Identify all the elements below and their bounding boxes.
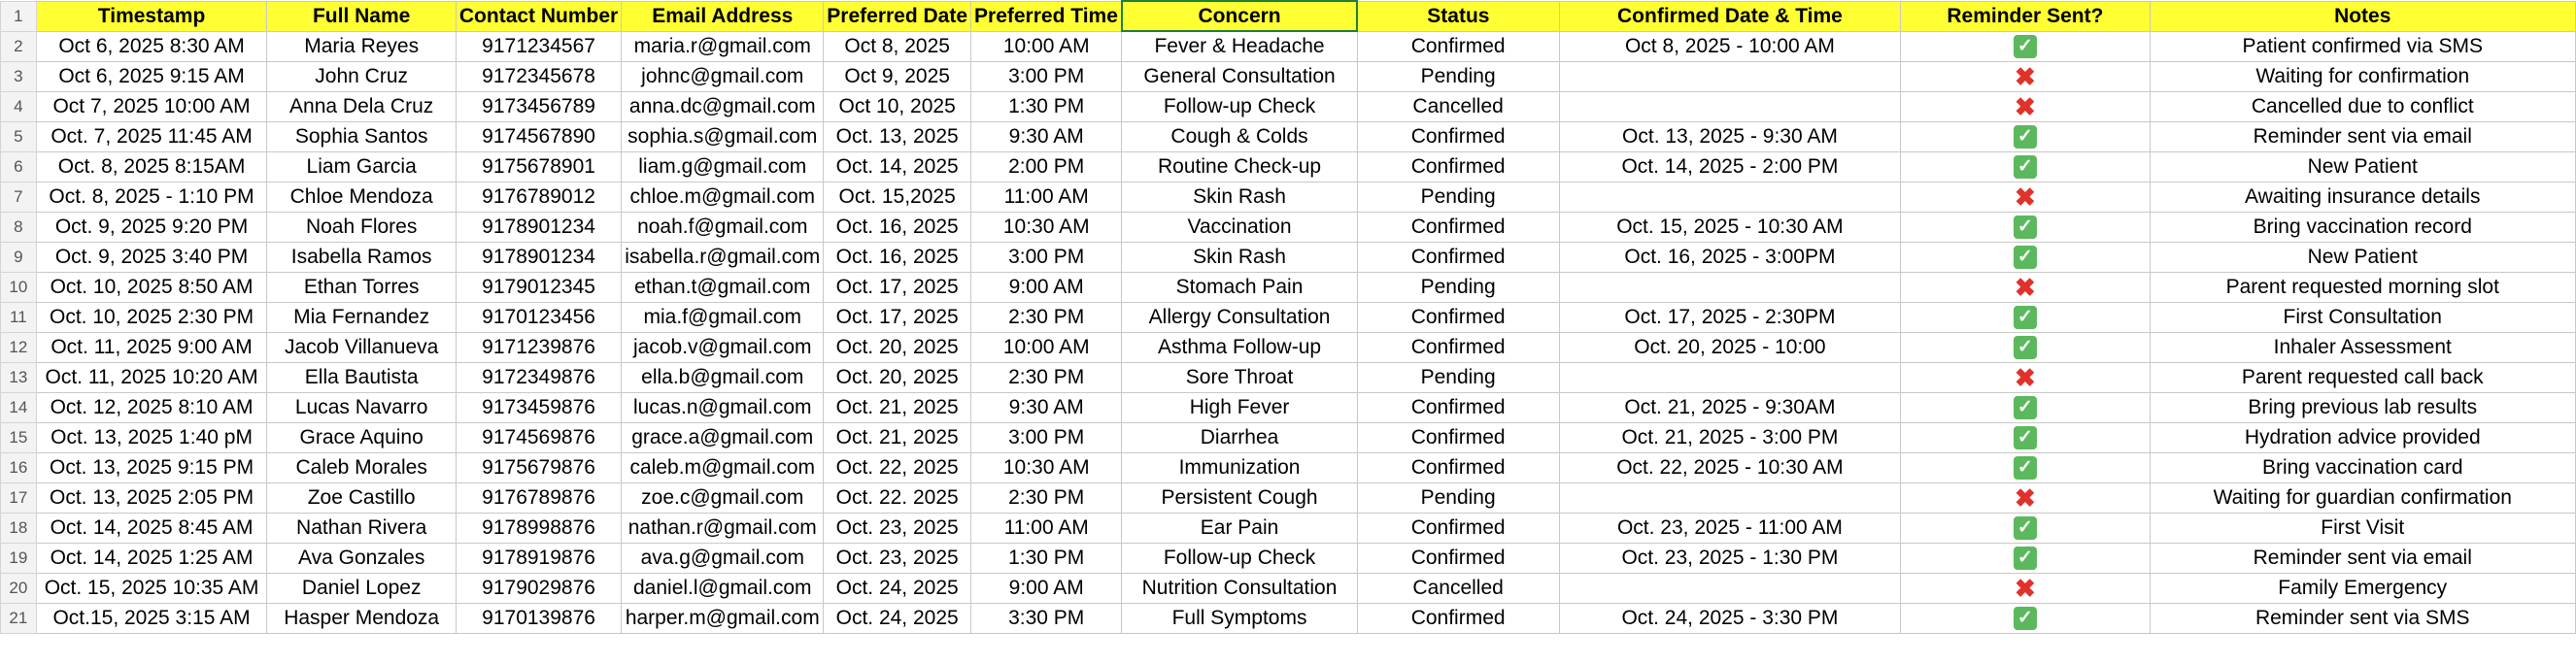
- cell-reminder-sent[interactable]: [1901, 212, 2150, 242]
- check-icon: ✓: [2014, 516, 2037, 540]
- cell-preferred-time[interactable]: 9:30 AM: [971, 392, 1122, 422]
- check-icon: ✓: [2014, 246, 2037, 269]
- cell-contact-number[interactable]: 9178919876: [456, 543, 621, 573]
- row-number[interactable]: 5: [1, 121, 37, 151]
- cell-confirmed-date-time[interactable]: [1559, 362, 1901, 392]
- header-status[interactable]: Status: [1357, 1, 1559, 31]
- row-number[interactable]: 8: [1, 212, 37, 242]
- check-icon: ✓: [2014, 35, 2037, 58]
- cell-status[interactable]: Confirmed: [1357, 543, 1559, 573]
- cell-reminder-sent[interactable]: [1901, 61, 2150, 91]
- cell-confirmed-date-time[interactable]: Oct. 14, 2025 - 2:00 PM: [1559, 151, 1901, 182]
- cell-contact-number[interactable]: 9173456789: [456, 91, 621, 121]
- cell-reminder-sent[interactable]: [1901, 513, 2150, 543]
- header-contact-number[interactable]: Contact Number: [456, 1, 621, 31]
- cell-full-name[interactable]: Daniel Lopez: [267, 573, 456, 603]
- row-number[interactable]: 21: [1, 603, 37, 633]
- table-row: [1, 422, 2576, 452]
- cell-reminder-sent[interactable]: [1901, 151, 2150, 182]
- cell-status[interactable]: Pending: [1357, 482, 1559, 513]
- cell-notes[interactable]: Parent requested call back: [2150, 362, 2576, 392]
- cell-timestamp[interactable]: Oct. 13, 2025 1:40 pM: [36, 422, 267, 452]
- row-number[interactable]: 14: [1, 392, 37, 422]
- cell-reminder-sent[interactable]: [1901, 332, 2150, 362]
- cell-preferred-date[interactable]: Oct. 15,2025: [824, 182, 971, 212]
- cell-confirmed-date-time[interactable]: Oct. 17, 2025 - 2:30PM: [1559, 302, 1901, 332]
- table-row: [1, 182, 2576, 212]
- row-number[interactable]: 2: [1, 31, 37, 61]
- cross-icon: ✖: [2015, 91, 2036, 121]
- cell-status[interactable]: Confirmed: [1357, 332, 1559, 362]
- cell-confirmed-date-time[interactable]: [1559, 272, 1901, 302]
- cell-email-address[interactable]: grace.a@gmail.com: [622, 422, 824, 452]
- cell-preferred-time[interactable]: 10:00 AM: [971, 31, 1122, 61]
- cell-contact-number[interactable]: 9174569876: [456, 422, 621, 452]
- check-icon: ✓: [2014, 306, 2037, 329]
- cell-contact-number[interactable]: 9170123456: [456, 302, 621, 332]
- cell-notes[interactable]: Parent requested morning slot: [2150, 272, 2576, 302]
- cell-preferred-date[interactable]: Oct. 16, 2025: [824, 242, 971, 272]
- cell-contact-number[interactable]: 9178901234: [456, 212, 621, 242]
- cell-concern[interactable]: Follow-up Check: [1122, 543, 1357, 573]
- cell-timestamp[interactable]: Oct. 14, 2025 8:45 AM: [36, 513, 267, 543]
- cell-contact-number[interactable]: 9179012345: [456, 272, 621, 302]
- cell-preferred-date[interactable]: Oct. 20, 2025: [824, 332, 971, 362]
- table-body: [1, 31, 2576, 633]
- header-timestamp[interactable]: Timestamp: [36, 1, 267, 31]
- cell-contact-number[interactable]: 9174567890: [456, 121, 621, 151]
- cell-preferred-date[interactable]: Oct. 13, 2025: [824, 121, 971, 151]
- cell-full-name[interactable]: Zoe Castillo: [267, 482, 456, 513]
- cell-contact-number[interactable]: 9176789012: [456, 182, 621, 212]
- cell-preferred-time[interactable]: 10:00 AM: [971, 332, 1122, 362]
- cell-confirmed-date-time[interactable]: Oct. 22, 2025 - 10:30 AM: [1559, 452, 1901, 482]
- cell-preferred-time[interactable]: 1:30 PM: [971, 91, 1122, 121]
- cell-concern[interactable]: General Consultation: [1122, 61, 1357, 91]
- cell-contact-number[interactable]: 9178998876: [456, 513, 621, 543]
- cell-email-address[interactable]: zoe.c@gmail.com: [622, 482, 824, 513]
- cell-email-address[interactable]: noah.f@gmail.com: [622, 212, 824, 242]
- row-number[interactable]: 9: [1, 242, 37, 272]
- cell-contact-number[interactable]: 9170139876: [456, 603, 621, 633]
- header-preferred-time[interactable]: Preferred Time: [971, 1, 1122, 31]
- cell-concern[interactable]: Full Symptoms: [1122, 603, 1357, 633]
- cell-reminder-sent[interactable]: [1901, 272, 2150, 302]
- cell-confirmed-date-time[interactable]: Oct. 15, 2025 - 10:30 AM: [1559, 212, 1901, 242]
- cell-contact-number[interactable]: 9172345678: [456, 61, 621, 91]
- cell-status[interactable]: Confirmed: [1357, 603, 1559, 633]
- cell-notes[interactable]: Patient confirmed via SMS: [2150, 31, 2576, 61]
- cell-concern[interactable]: Nutrition Consultation: [1122, 573, 1357, 603]
- row-number[interactable]: 4: [1, 91, 37, 121]
- cell-timestamp[interactable]: Oct. 13, 2025 9:15 PM: [36, 452, 267, 482]
- cell-email-address[interactable]: isabella.r@gmail.com: [622, 242, 824, 272]
- cell-preferred-date[interactable]: Oct. 22, 2025: [824, 452, 971, 482]
- cell-full-name[interactable]: Caleb Morales: [267, 452, 456, 482]
- table-row: [1, 61, 2576, 91]
- cell-email-address[interactable]: lucas.n@gmail.com: [622, 392, 824, 422]
- cell-reminder-sent[interactable]: [1901, 573, 2150, 603]
- cell-timestamp[interactable]: Oct. 8, 2025 - 1:10 PM: [36, 182, 267, 212]
- cell-notes[interactable]: Cancelled due to conflict: [2150, 91, 2576, 121]
- table-row: [1, 121, 2576, 151]
- cell-status[interactable]: Confirmed: [1357, 422, 1559, 452]
- cell-preferred-date[interactable]: Oct. 20, 2025: [824, 362, 971, 392]
- row-number[interactable]: 16: [1, 452, 37, 482]
- cell-email-address[interactable]: jacob.v@gmail.com: [622, 332, 824, 362]
- cross-icon: ✖: [2015, 482, 2036, 513]
- table-row: [1, 212, 2576, 242]
- cell-concern[interactable]: Diarrhea: [1122, 422, 1357, 452]
- cell-full-name[interactable]: Hasper Mendoza: [267, 603, 456, 633]
- cell-notes[interactable]: Bring previous lab results: [2150, 392, 2576, 422]
- cell-email-address[interactable]: johnc@gmail.com: [622, 61, 824, 91]
- cell-notes[interactable]: First Visit: [2150, 513, 2576, 543]
- table-row: [1, 362, 2576, 392]
- cell-timestamp[interactable]: Oct. 14, 2025 1:25 AM: [36, 543, 267, 573]
- cell-status[interactable]: Confirmed: [1357, 513, 1559, 543]
- cell-email-address[interactable]: maria.r@gmail.com: [622, 31, 824, 61]
- check-icon: ✓: [2014, 456, 2037, 480]
- cell-email-address[interactable]: chloe.m@gmail.com: [622, 182, 824, 212]
- cell-concern[interactable]: Vaccination: [1122, 212, 1357, 242]
- table-row: [1, 513, 2576, 543]
- cell-contact-number[interactable]: 9175679876: [456, 452, 621, 482]
- cell-full-name[interactable]: Sophia Santos: [267, 121, 456, 151]
- table-row: [1, 31, 2576, 61]
- cell-notes[interactable]: Family Emergency: [2150, 573, 2576, 603]
- cell-confirmed-date-time[interactable]: Oct. 21, 2025 - 3:00 PM: [1559, 422, 1901, 452]
- cell-timestamp[interactable]: Oct. 10, 2025 8:50 AM: [36, 272, 267, 302]
- cell-preferred-date[interactable]: Oct. 14, 2025: [824, 151, 971, 182]
- cell-timestamp[interactable]: Oct. 12, 2025 8:10 AM: [36, 392, 267, 422]
- cell-email-address[interactable]: daniel.l@gmail.com: [622, 573, 824, 603]
- cross-icon: ✖: [2015, 61, 2036, 91]
- cell-concern[interactable]: Routine Check-up: [1122, 151, 1357, 182]
- cell-timestamp[interactable]: Oct. 13, 2025 2:05 PM: [36, 482, 267, 513]
- cell-contact-number[interactable]: 9173459876: [456, 392, 621, 422]
- cell-concern[interactable]: Stomach Pain: [1122, 272, 1357, 302]
- cell-full-name[interactable]: Isabella Ramos: [267, 242, 456, 272]
- cell-reminder-sent[interactable]: [1901, 362, 2150, 392]
- cell-timestamp[interactable]: Oct. 9, 2025 3:40 PM: [36, 242, 267, 272]
- cell-confirmed-date-time[interactable]: Oct. 23, 2025 - 11:00 AM: [1559, 513, 1901, 543]
- cell-email-address[interactable]: nathan.r@gmail.com: [622, 513, 824, 543]
- cell-timestamp[interactable]: Oct. 7, 2025 11:45 AM: [36, 121, 267, 151]
- row-number[interactable]: 17: [1, 482, 37, 513]
- cell-full-name[interactable]: Ella Bautista: [267, 362, 456, 392]
- cell-full-name[interactable]: Lucas Navarro: [267, 392, 456, 422]
- cell-status[interactable]: Confirmed: [1357, 121, 1559, 151]
- cell-preferred-time[interactable]: 2:30 PM: [971, 362, 1122, 392]
- cell-reminder-sent[interactable]: [1901, 422, 2150, 452]
- cell-concern[interactable]: Sore Throat: [1122, 362, 1357, 392]
- check-icon: ✓: [2014, 426, 2037, 449]
- cell-preferred-date[interactable]: Oct. 23, 2025: [824, 543, 971, 573]
- check-icon: ✓: [2014, 547, 2037, 570]
- header-email-address[interactable]: Email Address: [622, 1, 824, 31]
- cell-confirmed-date-time[interactable]: [1559, 182, 1901, 212]
- cell-status[interactable]: Confirmed: [1357, 31, 1559, 61]
- cell-full-name[interactable]: Chloe Mendoza: [267, 182, 456, 212]
- cell-preferred-time[interactable]: 10:30 AM: [971, 452, 1122, 482]
- cell-preferred-date[interactable]: Oct 10, 2025: [824, 91, 971, 121]
- cell-confirmed-date-time[interactable]: Oct. 24, 2025 - 3:30 PM: [1559, 603, 1901, 633]
- cell-preferred-time[interactable]: 3:00 PM: [971, 242, 1122, 272]
- check-icon: ✓: [2014, 216, 2037, 239]
- cell-confirmed-date-time[interactable]: Oct. 20, 2025 - 10:00: [1559, 332, 1901, 362]
- cell-full-name[interactable]: John Cruz: [267, 61, 456, 91]
- cell-status[interactable]: Cancelled: [1357, 91, 1559, 121]
- cell-status[interactable]: Cancelled: [1357, 573, 1559, 603]
- row-number[interactable]: 12: [1, 332, 37, 362]
- header-row: [1, 1, 2576, 31]
- cell-notes[interactable]: Hydration advice provided: [2150, 422, 2576, 452]
- cell-preferred-date[interactable]: Oct. 21, 2025: [824, 422, 971, 452]
- cell-notes[interactable]: New Patient: [2150, 151, 2576, 182]
- cell-timestamp[interactable]: Oct 6, 2025 9:15 AM: [36, 61, 267, 91]
- table-row: [1, 302, 2576, 332]
- cell-reminder-sent[interactable]: [1901, 452, 2150, 482]
- table-row: [1, 91, 2576, 121]
- cell-email-address[interactable]: mia.f@gmail.com: [622, 302, 824, 332]
- cell-preferred-date[interactable]: Oct. 24, 2025: [824, 603, 971, 633]
- cell-concern[interactable]: Fever & Headache: [1122, 31, 1357, 61]
- cross-icon: ✖: [2015, 182, 2036, 212]
- cell-confirmed-date-time[interactable]: Oct. 23, 2025 - 1:30 PM: [1559, 543, 1901, 573]
- cell-timestamp[interactable]: Oct. 9, 2025 9:20 PM: [36, 212, 267, 242]
- cell-contact-number[interactable]: 9172349876: [456, 362, 621, 392]
- cell-timestamp[interactable]: Oct 7, 2025 10:00 AM: [36, 91, 267, 121]
- cell-notes[interactable]: Reminder sent via email: [2150, 121, 2576, 151]
- row-number[interactable]: 19: [1, 543, 37, 573]
- cell-concern[interactable]: Persistent Cough: [1122, 482, 1357, 513]
- row-number[interactable]: 6: [1, 151, 37, 182]
- cell-preferred-time[interactable]: 3:30 PM: [971, 603, 1122, 633]
- cell-reminder-sent[interactable]: [1901, 242, 2150, 272]
- cell-full-name[interactable]: Nathan Rivera: [267, 513, 456, 543]
- cell-email-address[interactable]: caleb.m@gmail.com: [622, 452, 824, 482]
- header-reminder-sent[interactable]: Reminder Sent?: [1901, 1, 2150, 31]
- cell-full-name[interactable]: Noah Flores: [267, 212, 456, 242]
- cell-status[interactable]: Confirmed: [1357, 452, 1559, 482]
- cell-status[interactable]: Pending: [1357, 182, 1559, 212]
- header-notes[interactable]: Notes: [2150, 1, 2576, 31]
- cell-preferred-date[interactable]: Oct. 21, 2025: [824, 392, 971, 422]
- row-number[interactable]: 10: [1, 272, 37, 302]
- cell-concern[interactable]: Ear Pain: [1122, 513, 1357, 543]
- cross-icon: ✖: [2015, 272, 2036, 302]
- cell-timestamp[interactable]: Oct. 8, 2025 8:15AM: [36, 151, 267, 182]
- cell-status[interactable]: Confirmed: [1357, 302, 1559, 332]
- row-number[interactable]: 13: [1, 362, 37, 392]
- cell-full-name[interactable]: Mia Fernandez: [267, 302, 456, 332]
- cell-confirmed-date-time[interactable]: [1559, 482, 1901, 513]
- cell-preferred-date[interactable]: Oct. 17, 2025: [824, 302, 971, 332]
- cell-timestamp[interactable]: Oct. 15, 2025 10:35 AM: [36, 573, 267, 603]
- cell-preferred-date[interactable]: Oct. 16, 2025: [824, 212, 971, 242]
- row-number[interactable]: 15: [1, 422, 37, 452]
- cell-concern[interactable]: Cough & Colds: [1122, 121, 1357, 151]
- cell-email-address[interactable]: sophia.s@gmail.com: [622, 121, 824, 151]
- row-number[interactable]: 20: [1, 573, 37, 603]
- cell-concern[interactable]: Allergy Consultation: [1122, 302, 1357, 332]
- cell-concern[interactable]: Immunization: [1122, 452, 1357, 482]
- cell-concern[interactable]: High Fever: [1122, 392, 1357, 422]
- table-row: [1, 242, 2576, 272]
- row-number[interactable]: 3: [1, 61, 37, 91]
- table-row: [1, 603, 2576, 633]
- table-row: [1, 332, 2576, 362]
- cell-reminder-sent[interactable]: [1901, 482, 2150, 513]
- cell-contact-number[interactable]: 9176789876: [456, 482, 621, 513]
- cell-reminder-sent[interactable]: [1901, 182, 2150, 212]
- cell-confirmed-date-time[interactable]: [1559, 61, 1901, 91]
- cell-full-name[interactable]: Ava Gonzales: [267, 543, 456, 573]
- cell-reminder-sent[interactable]: [1901, 603, 2150, 633]
- cell-email-address[interactable]: harper.m@gmail.com: [622, 603, 824, 633]
- cell-concern[interactable]: Asthma Follow-up: [1122, 332, 1357, 362]
- table-row: [1, 392, 2576, 422]
- cell-full-name[interactable]: Anna Dela Cruz: [267, 91, 456, 121]
- header-preferred-date[interactable]: Preferred Date: [824, 1, 971, 31]
- cell-status[interactable]: Pending: [1357, 61, 1559, 91]
- cell-email-address[interactable]: liam.g@gmail.com: [622, 151, 824, 182]
- cell-email-address[interactable]: ella.b@gmail.com: [622, 362, 824, 392]
- cell-reminder-sent[interactable]: [1901, 121, 2150, 151]
- cell-confirmed-date-time[interactable]: [1559, 91, 1901, 121]
- cell-confirmed-date-time[interactable]: Oct. 13, 2025 - 9:30 AM: [1559, 121, 1901, 151]
- cell-full-name[interactable]: Maria Reyes: [267, 31, 456, 61]
- cell-preferred-date[interactable]: Oct. 23, 2025: [824, 513, 971, 543]
- cell-confirmed-date-time[interactable]: Oct. 16, 2025 - 3:00PM: [1559, 242, 1901, 272]
- cell-contact-number[interactable]: 9178901234: [456, 242, 621, 272]
- cell-status[interactable]: Confirmed: [1357, 392, 1559, 422]
- cell-timestamp[interactable]: Oct. 11, 2025 10:20 AM: [36, 362, 267, 392]
- cell-notes[interactable]: Reminder sent via email: [2150, 543, 2576, 573]
- header-full-name[interactable]: Full Name: [267, 1, 456, 31]
- cell-status[interactable]: Pending: [1357, 272, 1559, 302]
- cell-preferred-time[interactable]: 1:30 PM: [971, 543, 1122, 573]
- cell-preferred-time[interactable]: 11:00 AM: [971, 513, 1122, 543]
- cell-notes[interactable]: Awaiting insurance details: [2150, 182, 2576, 212]
- table-row: [1, 272, 2576, 302]
- cell-preferred-date[interactable]: Oct. 24, 2025: [824, 573, 971, 603]
- cell-reminder-sent[interactable]: [1901, 31, 2150, 61]
- cell-reminder-sent[interactable]: [1901, 543, 2150, 573]
- cell-concern[interactable]: Follow-up Check: [1122, 91, 1357, 121]
- table-row: [1, 452, 2576, 482]
- cell-status[interactable]: Confirmed: [1357, 242, 1559, 272]
- cell-status[interactable]: Confirmed: [1357, 151, 1559, 182]
- cell-contact-number[interactable]: 9175678901: [456, 151, 621, 182]
- header-confirmed-date-time[interactable]: Confirmed Date & Time: [1559, 1, 1901, 31]
- cross-icon: ✖: [2015, 573, 2036, 603]
- cell-preferred-time[interactable]: 2:30 PM: [971, 482, 1122, 513]
- cell-confirmed-date-time[interactable]: Oct 8, 2025 - 10:00 AM: [1559, 31, 1901, 61]
- cell-confirmed-date-time[interactable]: Oct. 21, 2025 - 9:30AM: [1559, 392, 1901, 422]
- cell-timestamp[interactable]: Oct.15, 2025 3:15 AM: [36, 603, 267, 633]
- cell-preferred-time[interactable]: 2:30 PM: [971, 302, 1122, 332]
- cell-preferred-time[interactable]: 9:00 AM: [971, 272, 1122, 302]
- cell-preferred-time[interactable]: 9:30 AM: [971, 121, 1122, 151]
- cell-preferred-time[interactable]: 10:30 AM: [971, 212, 1122, 242]
- row-number[interactable]: 11: [1, 302, 37, 332]
- cell-preferred-date[interactable]: Oct. 17, 2025: [824, 272, 971, 302]
- table-row: [1, 482, 2576, 513]
- cell-status[interactable]: Confirmed: [1357, 212, 1559, 242]
- check-icon: ✓: [2014, 396, 2037, 419]
- cell-reminder-sent[interactable]: [1901, 91, 2150, 121]
- cross-icon: ✖: [2015, 362, 2036, 392]
- cell-preferred-time[interactable]: 3:00 PM: [971, 422, 1122, 452]
- cell-notes[interactable]: Reminder sent via SMS: [2150, 603, 2576, 633]
- table-row: [1, 573, 2576, 603]
- cell-contact-number[interactable]: 9171234567: [456, 31, 621, 61]
- table-row: [1, 151, 2576, 182]
- table-row: [1, 543, 2576, 573]
- cell-notes[interactable]: Bring vaccination card: [2150, 452, 2576, 482]
- cell-preferred-time[interactable]: 9:00 AM: [971, 573, 1122, 603]
- cell-notes[interactable]: Waiting for guardian confirmation: [2150, 482, 2576, 513]
- cell-concern[interactable]: Skin Rash: [1122, 242, 1357, 272]
- check-icon: ✓: [2014, 125, 2037, 149]
- cell-email-address[interactable]: anna.dc@gmail.com: [622, 91, 824, 121]
- cell-preferred-date[interactable]: Oct 8, 2025: [824, 31, 971, 61]
- cell-reminder-sent[interactable]: [1901, 302, 2150, 332]
- cell-contact-number[interactable]: 9171239876: [456, 332, 621, 362]
- cell-notes[interactable]: First Consultation: [2150, 302, 2576, 332]
- check-icon: ✓: [2014, 155, 2037, 179]
- cell-reminder-sent[interactable]: [1901, 392, 2150, 422]
- row-number[interactable]: 7: [1, 182, 37, 212]
- cell-notes[interactable]: Bring vaccination record: [2150, 212, 2576, 242]
- cell-notes[interactable]: Waiting for confirmation: [2150, 61, 2576, 91]
- cell-full-name[interactable]: Liam Garcia: [267, 151, 456, 182]
- cell-full-name[interactable]: Jacob Villanueva: [267, 332, 456, 362]
- cell-timestamp[interactable]: Oct 6, 2025 8:30 AM: [36, 31, 267, 61]
- cell-preferred-date[interactable]: Oct. 22. 2025: [824, 482, 971, 513]
- cell-timestamp[interactable]: Oct. 11, 2025 9:00 AM: [36, 332, 267, 362]
- check-icon: ✓: [2014, 336, 2037, 359]
- cell-preferred-time[interactable]: 2:00 PM: [971, 151, 1122, 182]
- cell-full-name[interactable]: Grace Aquino: [267, 422, 456, 452]
- cell-notes[interactable]: New Patient: [2150, 242, 2576, 272]
- cell-confirmed-date-time[interactable]: [1559, 573, 1901, 603]
- row-number[interactable]: 18: [1, 513, 37, 543]
- cell-preferred-date[interactable]: Oct 9, 2025: [824, 61, 971, 91]
- row-number[interactable]: 1: [1, 1, 37, 31]
- cell-contact-number[interactable]: 9179029876: [456, 573, 621, 603]
- cell-email-address[interactable]: ava.g@gmail.com: [622, 543, 824, 573]
- cell-preferred-time[interactable]: 11:00 AM: [971, 182, 1122, 212]
- check-icon: ✓: [2014, 607, 2037, 630]
- header-concern[interactable]: Concern: [1122, 1, 1357, 31]
- cell-notes[interactable]: Inhaler Assessment: [2150, 332, 2576, 362]
- cell-timestamp[interactable]: Oct. 10, 2025 2:30 PM: [36, 302, 267, 332]
- cell-status[interactable]: Pending: [1357, 362, 1559, 392]
- cell-concern[interactable]: Skin Rash: [1122, 182, 1357, 212]
- cell-email-address[interactable]: ethan.t@gmail.com: [622, 272, 824, 302]
- cell-preferred-time[interactable]: 3:00 PM: [971, 61, 1122, 91]
- cell-full-name[interactable]: Ethan Torres: [267, 272, 456, 302]
